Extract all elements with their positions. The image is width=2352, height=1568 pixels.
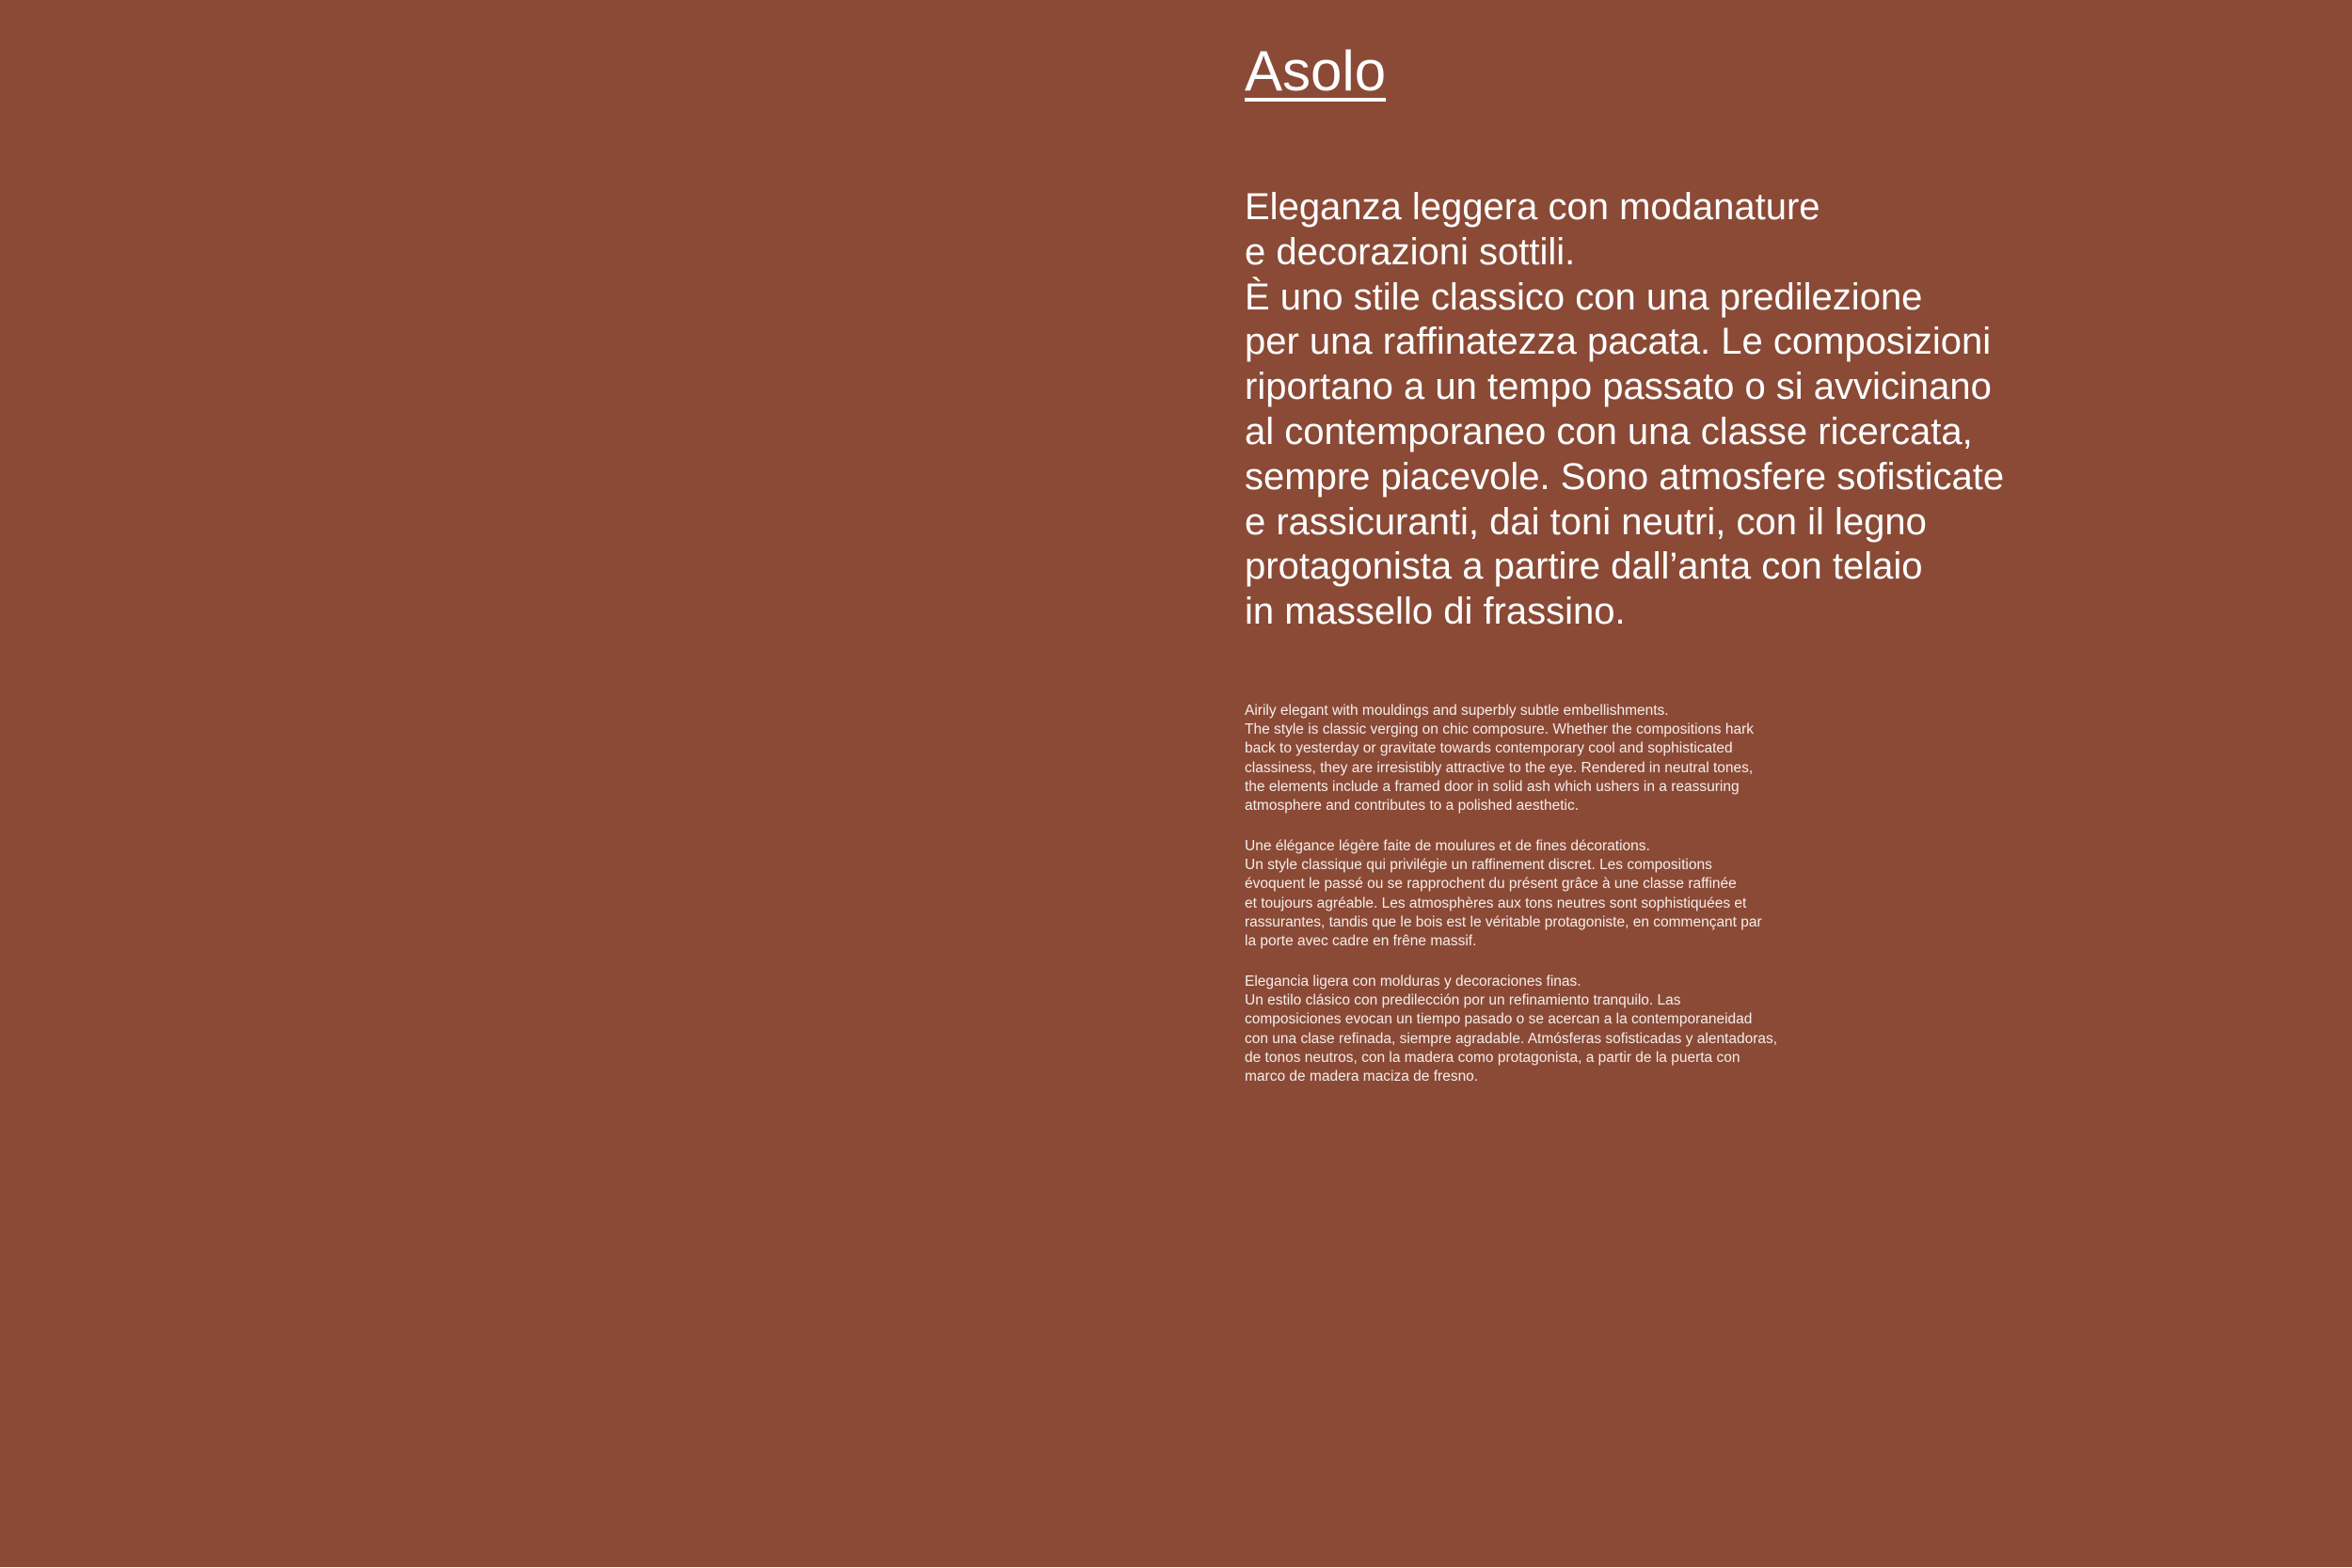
french-description bbox=[1245, 837, 1762, 951]
italian-description-line: riportano a un tempo passato o si avvicinano bbox=[1245, 366, 1992, 408]
spanish-description-line: Un estilo clásico con predilección por un refinamiento tranquilo. Las bbox=[1245, 992, 1681, 1009]
french-description-line: la porte avec cadre en frêne massif. bbox=[1245, 933, 1477, 950]
english-description-line: classiness, they are irresistibly attractive to the eye. Rendered in neutral tones, bbox=[1245, 759, 1754, 776]
spanish-description-line: con una clase refinada, siempre agradable. Atmósferas sofisticadas y alentadoras, bbox=[1245, 1030, 1778, 1047]
italian-description-line: e decorazioni sottili. bbox=[1245, 230, 1576, 273]
italian-description-line: e rassicuranti, dai toni neutri, con il legno bbox=[1245, 500, 1927, 543]
english-description-line: Airily elegant with mouldings and superbly subtle embellishments. bbox=[1245, 703, 1669, 719]
spanish-description-line: Elegancia ligera con molduras y decoraciones finas. bbox=[1245, 974, 1581, 990]
italian-description-line: al contemporaneo con una classe ricercata, bbox=[1245, 410, 1973, 452]
spanish-description-line: de tonos neutros, con la madera como protagonista, a partir de la puerta con bbox=[1245, 1049, 1740, 1066]
italian-description-line: protagonista a partire dall’anta con telaio bbox=[1245, 546, 1923, 588]
french-description-line: rassurantes, tandis que le bois est le véritable protagoniste, en commençant par bbox=[1245, 913, 1762, 930]
spanish-description bbox=[1245, 973, 1777, 1086]
english-description-line: atmosphere and contributes to a polished aesthetic. bbox=[1245, 798, 1580, 815]
italian-description bbox=[1245, 185, 2004, 635]
english-description-line: back to yesterday or gravitate towards contemporary cool and sophisticated bbox=[1245, 740, 1733, 757]
english-description bbox=[1245, 702, 1754, 816]
french-description-line: et toujours agréable. Les atmosphères aux tons neutres sont sophistiquées et bbox=[1245, 895, 1747, 911]
french-description-line: Une élégance légère faite de moulures et de fines décorations. bbox=[1245, 838, 1650, 854]
english-description-line: the elements include a framed door in solid ash which ushers in a reassuring bbox=[1245, 778, 1740, 795]
italian-description-line: per una raffinatezza pacata. Le composizioni bbox=[1245, 321, 1992, 363]
spanish-description-line: composiciones evocan un tiempo pasado o se acercan a la contemporaneidad bbox=[1245, 1011, 1753, 1028]
italian-description-line: Eleganza leggera con modanature bbox=[1245, 186, 1820, 228]
page-title: Asolo bbox=[1245, 40, 1387, 103]
spanish-description-line: marco de madera maciza de fresno. bbox=[1245, 1069, 1479, 1085]
italian-description-line: in massello di frassino. bbox=[1245, 591, 1626, 633]
english-description-line: The style is classic verging on chic composure. Whether the compositions hark bbox=[1245, 721, 1755, 738]
italian-description-line: È uno stile classico con una predilezione bbox=[1245, 276, 1923, 318]
french-description-line: évoquent le passé ou se rapprochent du présent grâce à une classe raffinée bbox=[1245, 876, 1737, 893]
italian-description-line: sempre piacevole. Sono atmosfere sofisticate bbox=[1245, 455, 2005, 498]
french-description-line: Un style classique qui privilégie un raffinement discret. Les compositions bbox=[1245, 857, 1712, 874]
